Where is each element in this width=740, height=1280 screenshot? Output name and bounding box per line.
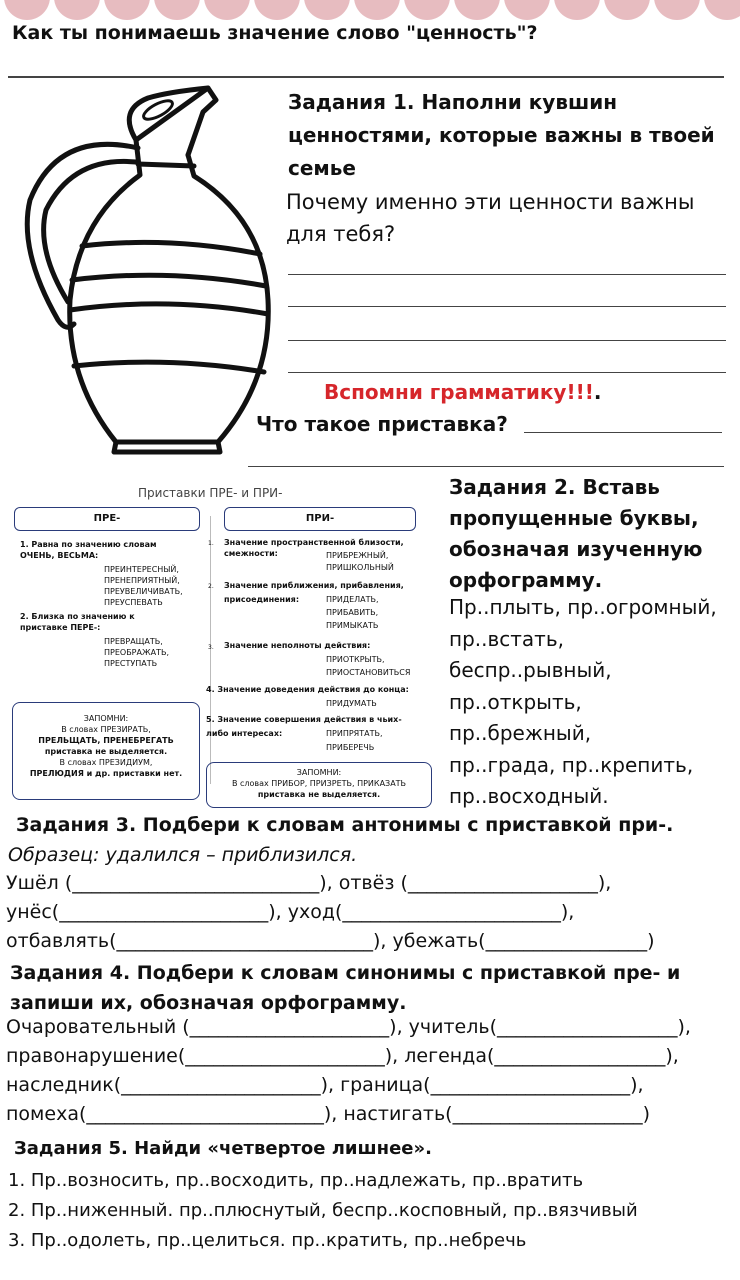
- task2-word-line: Пр..плыть, пр..огромный,: [449, 595, 717, 619]
- scallop: [4, 0, 50, 20]
- task4-title-line: запиши их, обозначая орфограмму.: [10, 992, 407, 1014]
- pre-example: ПРЕВРАЩАТЬ,: [104, 637, 163, 646]
- grammar-reminder-text: Вспомни грамматику!!!: [324, 380, 594, 404]
- task4-row: правонарушение(_____________________), легенда(__________________),: [6, 1045, 679, 1067]
- answer-line: [248, 466, 724, 467]
- task2-title: [449, 472, 739, 596]
- pre-note: [12, 702, 200, 800]
- task2-word-line: пр..восходный.: [449, 784, 609, 808]
- pre-example: ПРЕУСПЕВАТЬ: [104, 598, 163, 607]
- task4-row: помеха(_________________________), настигать(____________________): [6, 1103, 651, 1125]
- pri-rule-3: Значение неполноты действия:: [224, 641, 371, 650]
- jug-illustration: [18, 80, 278, 470]
- scallop: [604, 0, 650, 20]
- task2-word-line: пр..встать,: [449, 626, 564, 651]
- scallop: [254, 0, 300, 20]
- scallop: [104, 0, 150, 20]
- pri-rule-2b: присоединения:: [224, 595, 300, 604]
- scalloped-border: [0, 0, 740, 22]
- answer-line: [288, 274, 726, 275]
- pre-note-line: В словах ПРЕЗИРАТЬ,: [61, 725, 151, 734]
- scallop: [704, 0, 740, 20]
- pri-example: ПРИБАВИТЬ,: [326, 608, 379, 617]
- pre-note-line: В словах ПРЕЗИДИУМ,: [59, 758, 153, 767]
- pri-example: ПРИБРЕЖНЫЙ,: [326, 551, 389, 560]
- prefix-rule-table: [8, 480, 444, 810]
- scallop: [554, 0, 600, 20]
- task3-sample: Образец: удалился – приблизился.: [8, 844, 358, 866]
- pri-rule-5b: либо интересах:: [206, 729, 283, 738]
- answer-line: [288, 372, 726, 373]
- task2-title-line: пропущенные буквы,: [449, 506, 699, 530]
- pri-rule-2: Значение приближения, прибавления,: [224, 581, 404, 590]
- scallop: [354, 0, 400, 20]
- pri-example: ПРИОСТАНОВИТЬСЯ: [326, 668, 411, 677]
- task2-word-line: беспр..рывный,: [449, 658, 612, 682]
- task3-row: отбавлять(___________________________), убежать(_________________): [6, 930, 655, 952]
- task4-title-line: Задания 4. Подбери к словам синонимы с приставкой пре- и: [10, 962, 681, 984]
- pri-example: ПРИОТКРЫТЬ,: [326, 655, 385, 664]
- pri-example: ПРИДУМАТЬ: [326, 699, 377, 708]
- grammar-reminder-dot: .: [593, 380, 602, 404]
- scallop: [404, 0, 450, 20]
- pri-bullet: 3.: [208, 644, 214, 651]
- pre-note-line: ПРЕЛЬЩАТЬ, ПРЕНЕБРЕГАТЬ: [38, 736, 174, 745]
- answer-line: [288, 306, 726, 307]
- pri-rule-5: 5. Значение совершения действия в чьих-: [206, 715, 402, 724]
- rule-table-title: Приставки ПРЕ- и ПРИ-: [138, 486, 283, 500]
- task1-title-line: ценностями, которые важны в твоей: [288, 123, 715, 147]
- task1-question: [286, 186, 736, 250]
- pri-example: ПРИШКОЛЬНЫЙ: [326, 563, 394, 572]
- pre-header: ПРЕ-: [14, 507, 200, 531]
- task4-row: Очаровательный (_____________________), учитель(___________________),: [6, 1016, 691, 1038]
- pre-example: ПРЕНЕПРИЯТНЫЙ,: [104, 576, 180, 585]
- task2-title-line: орфограмму.: [449, 568, 603, 592]
- task1-question-line: для тебя?: [286, 222, 396, 246]
- task2-word-line: пр..града, пр..крепить,: [449, 752, 694, 777]
- pre-rule-1b: ОЧЕНЬ, ВЕСЬМА:: [20, 551, 99, 560]
- pri-note: [206, 762, 432, 808]
- task3-row: Ушёл (__________________________), отвёз (____________________),: [6, 872, 612, 894]
- pre-note-line: приставка не выделяется.: [44, 747, 168, 756]
- answer-line: [288, 340, 726, 341]
- pri-header: ПРИ-: [224, 507, 416, 531]
- pre-example: ПРЕИНТЕРЕСНЫЙ,: [104, 565, 179, 574]
- pre-note-line: ЗАПОМНИ:: [83, 714, 129, 723]
- task2-title-line: обозначая изученную: [449, 537, 703, 561]
- pri-example: ПРИМЫКАТЬ: [326, 621, 379, 630]
- task1-question-line: Почему именно эти ценности важны: [286, 190, 695, 214]
- task1-title-line: Задания 1. Наполни кувшин: [288, 90, 618, 114]
- task3-row: унёс(______________________), уход(_______________________),: [6, 901, 575, 923]
- pri-bullet: 1.: [208, 540, 214, 547]
- pre-example: ПРЕУВЕЛИЧИВАТЬ,: [104, 587, 183, 596]
- pri-example: ПРИБЕРЕЧЬ: [326, 743, 375, 752]
- pri-note-line: В словах ПРИБОР, ПРИЗРЕТЬ, ПРИКАЗАТЬ: [231, 779, 407, 788]
- task2-word-line: пр..брежный,: [449, 721, 592, 745]
- pri-rule-4: 4. Значение доведения действия до конца:: [206, 685, 409, 694]
- scallop: [304, 0, 350, 20]
- pre-example: ПРЕСТУПАТЬ: [104, 659, 158, 668]
- answer-line: [524, 432, 722, 433]
- scallop: [54, 0, 100, 20]
- task4-title: [10, 958, 730, 1018]
- pre-rule-1: 1. Равна по значению словам: [20, 540, 157, 549]
- task1-title-line: семье: [288, 156, 356, 180]
- scallop: [154, 0, 200, 20]
- pri-bullet: 2.: [208, 583, 214, 590]
- task4-row: наследник(_____________________), граница(_____________________),: [6, 1074, 644, 1096]
- scallop: [504, 0, 550, 20]
- prefix-question: Что такое приставка?: [256, 412, 508, 436]
- task5-line: 1. Пр..возносить, пр..восходить, пр..надлежать, пр..вратить: [8, 1170, 584, 1191]
- pri-note-line: ЗАПОМНИ:: [296, 768, 342, 777]
- task2-word-line: пр..открыть,: [449, 689, 582, 714]
- task3-title: Задания 3. Подбери к словам антонимы с приставкой при-.: [16, 814, 674, 836]
- answer-line: [8, 76, 724, 78]
- task2-words: [449, 592, 739, 813]
- pri-rule-1b: смежности:: [224, 549, 278, 558]
- pre-rule-2b: приставке ПЕРЕ-:: [20, 623, 101, 632]
- task2-title-line: Задания 2. Вставь: [449, 475, 660, 499]
- task5-line: 3. Пр..одолеть, пр..целиться. пр..кратить, пр..небречь: [8, 1230, 527, 1251]
- pri-rule-1: Значение пространственной близости,: [224, 538, 404, 547]
- page-question: Как ты понимаешь значение слово "ценность"?: [12, 22, 538, 44]
- task5-line: 2. Пр..ниженный. пр..плюснутый, беспр..косповный, пр..вязчивый: [8, 1200, 638, 1221]
- pre-rule-2: 2. Близка по значению к: [20, 612, 135, 621]
- scallop: [454, 0, 500, 20]
- pri-example: ПРИПРЯТАТЬ,: [326, 729, 383, 738]
- grammar-reminder: [324, 380, 601, 404]
- pri-example: ПРИДЕЛАТЬ,: [326, 595, 379, 604]
- pre-note-line: ПРЕЛЮДИЯ и др. приставки нет.: [29, 769, 183, 778]
- scallop: [204, 0, 250, 20]
- task1-title: [288, 86, 728, 185]
- pri-note-line: приставка не выделяется.: [257, 790, 381, 799]
- pre-example: ПРЕОБРАЖАТЬ,: [104, 648, 169, 657]
- task5-title: Задания 5. Найди «четвертое лишнее».: [14, 1138, 432, 1159]
- scallop: [654, 0, 700, 20]
